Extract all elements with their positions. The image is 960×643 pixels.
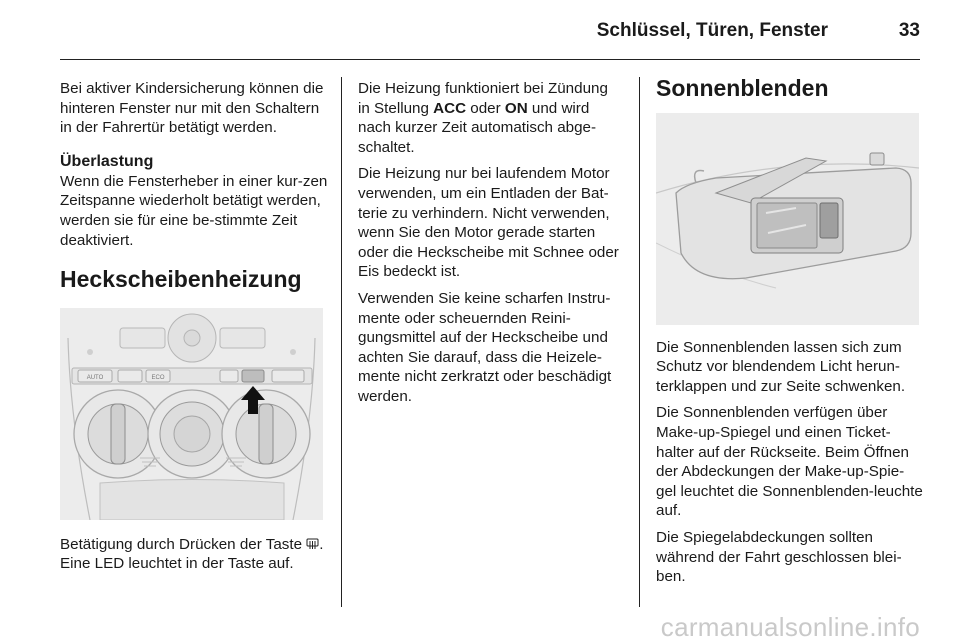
p1-part-c: und wird nach kurzer Zeit automatisch abge-schaltet. xyxy=(358,99,597,156)
rear-defrost-icon xyxy=(306,536,319,548)
intro-text: Bei aktiver Kindersicherung können die hinteren Fenster nur mit den Schaltern in der Fahrertür betätigt werden. xyxy=(60,80,324,137)
climate-control-illustration xyxy=(60,308,323,520)
rear-window-heating-heading: Heckscheibenheizung xyxy=(60,266,302,293)
header-title: Schlüssel, Türen, Fenster xyxy=(596,20,828,41)
overload-heading: Überlastung xyxy=(60,152,154,170)
acc-label: ACC xyxy=(433,99,467,117)
heating-ignition-text xyxy=(358,79,623,157)
eco-button-label: ECO xyxy=(151,374,165,381)
sun-visors-heading: Sonnenblenden xyxy=(656,75,829,101)
page-header xyxy=(60,0,920,60)
sun-visor-figure xyxy=(656,113,919,325)
sun-visor-illustration xyxy=(656,113,919,325)
on-label: ON xyxy=(504,99,528,117)
column-2 xyxy=(358,79,623,414)
climate-control-figure xyxy=(60,308,323,520)
p1-part-b: oder xyxy=(466,99,505,117)
column-divider-1 xyxy=(341,77,342,607)
caption-suffix: . Eine LED leuchtet in der Taste auf. xyxy=(60,535,324,573)
visor-mirror-text: Die Sonnenblenden verfügen über Make-up-Spiegel und einen Ticket-halter auf der Rückseite. Beim Öffnen der Abdeckungen der Make-up-Spie-gel leuchtet die Sonnenblenden-leuchte auf. xyxy=(656,404,923,520)
page-number: 33 xyxy=(898,20,920,41)
visor-caution-text: Die Spiegelabdeckungen sollten während der Fahrt geschlossen blei-ben. xyxy=(656,528,902,586)
heating-care-text: Verwenden Sie keine scharfen Instru-mente oder scheuernden Reini-gungsmittel auf der Heckscheibe und achten Sie darauf, dass die Heizele-mente nicht zerkratzt oder beschädigt werden. xyxy=(358,289,612,405)
watermark: carmanualsonline.info xyxy=(660,612,920,642)
overload-text: Wenn die Fensterheber in einer kur-zen Zeitspanne wiederholt betätigt werden, werden sie für eine be-stimmte Zeit deaktiviert. xyxy=(60,172,328,249)
figure-caption xyxy=(60,535,328,574)
column-divider-2 xyxy=(639,77,640,607)
auto-button-label: AUTO xyxy=(86,374,104,381)
heating-engine-text: Die Heizung nur bei laufendem Motor verwenden, um ein Entladen der Bat-terie zu verhindern. Nicht verwenden, wenn Sie den Motor gerade starten oder die Heckscheibe mit Schnee oder Eis bedeckt ist. xyxy=(358,165,619,281)
column-1 xyxy=(60,79,328,574)
column-3 xyxy=(656,75,924,594)
caption-prefix: Betätigung durch Drücken der Taste xyxy=(60,535,307,553)
header-rule xyxy=(60,59,920,60)
p1-part-a: Die Heizung funktioniert bei Zündung in Stellung xyxy=(358,80,608,117)
visor-usage-text: Die Sonnenblenden lassen sich zum Schutz vor blendendem Licht herun-terklappen und zur Seite schwenken. xyxy=(656,338,906,395)
